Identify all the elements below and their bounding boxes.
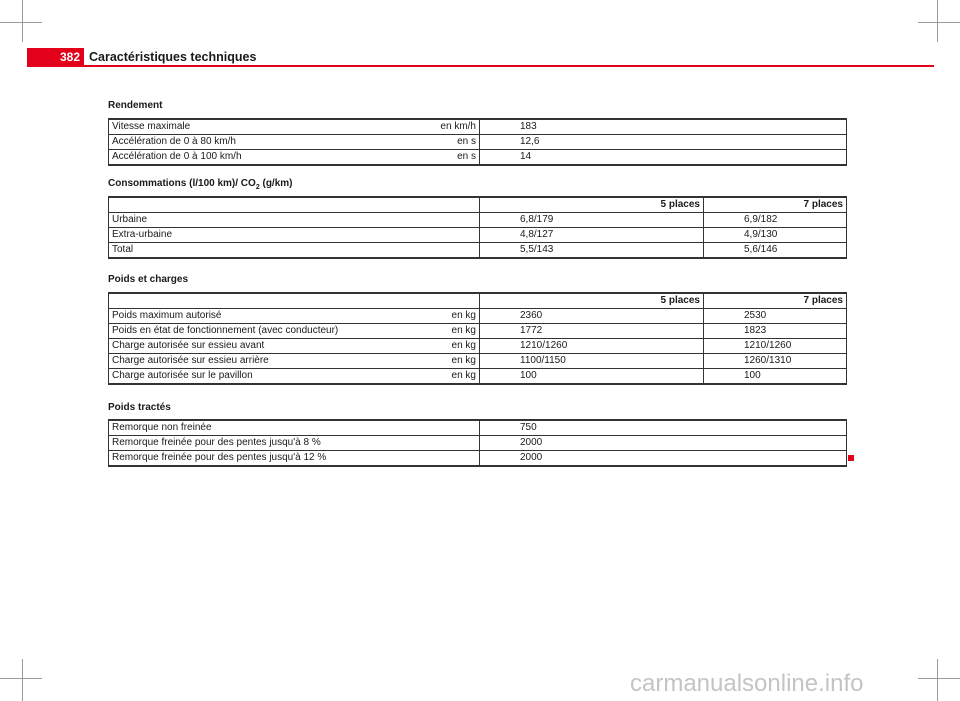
crop-mark bbox=[937, 659, 938, 701]
row-value: 12,6 bbox=[480, 135, 847, 150]
header-rule bbox=[84, 65, 934, 67]
row-label: Poids maximum autorisé bbox=[112, 310, 222, 321]
row-label: Total bbox=[109, 243, 480, 259]
row-value: 4,9/130 bbox=[704, 228, 847, 243]
row-value: 2000 bbox=[480, 436, 847, 451]
row-value: 183 bbox=[480, 119, 847, 135]
crop-mark bbox=[22, 0, 23, 42]
row-value: 2360 bbox=[480, 309, 704, 324]
page-number: 382 bbox=[27, 48, 84, 67]
row-unit: en s bbox=[457, 151, 476, 162]
row-unit: en km/h bbox=[440, 121, 476, 132]
table-poids bbox=[108, 292, 847, 385]
row-value: 4,8/127 bbox=[480, 228, 704, 243]
row-label: Urbaine bbox=[109, 213, 480, 228]
watermark: carmanualsonline.info bbox=[630, 670, 864, 697]
row-unit: en kg bbox=[451, 340, 476, 351]
row-value: 750 bbox=[480, 420, 847, 436]
table-header-row bbox=[109, 197, 847, 213]
row-value: 1772 bbox=[480, 324, 704, 339]
table-row bbox=[109, 243, 847, 259]
row-value: 5,6/146 bbox=[704, 243, 847, 259]
section-title-poids: Poids et charges bbox=[108, 274, 189, 285]
table-row bbox=[109, 339, 847, 354]
row-label: Remorque freinée pour des pentes jusqu'à 8 % bbox=[109, 436, 480, 451]
table-row bbox=[109, 228, 847, 243]
column-header: 5 places bbox=[480, 197, 704, 213]
row-label: Poids en état de fonctionnement (avec conducteur) bbox=[112, 325, 339, 336]
crop-mark bbox=[0, 678, 42, 679]
table-row bbox=[109, 369, 847, 385]
row-label: Accélération de 0 à 100 km/h bbox=[112, 151, 242, 162]
row-value: 6,9/182 bbox=[704, 213, 847, 228]
crop-mark bbox=[0, 22, 42, 23]
row-unit: en kg bbox=[451, 370, 476, 381]
row-value: 1100/1150 bbox=[480, 354, 704, 369]
row-label: Charge autorisée sur essieu arrière bbox=[112, 355, 269, 366]
crop-mark bbox=[937, 0, 938, 42]
page-title: Caractéristiques techniques bbox=[89, 50, 257, 64]
row-value: 1210/1260 bbox=[704, 339, 847, 354]
table-header-row bbox=[109, 293, 847, 309]
table-consommations bbox=[108, 196, 847, 259]
row-value: 100 bbox=[704, 369, 847, 385]
row-label: Remorque freinée pour des pentes jusqu'à 12 % bbox=[109, 451, 480, 467]
table-row bbox=[109, 451, 847, 467]
table-row bbox=[109, 119, 847, 135]
row-value: 2000 bbox=[480, 451, 847, 467]
end-of-section-mark bbox=[848, 455, 854, 461]
table-rendement bbox=[108, 118, 847, 166]
row-label: Accélération de 0 à 80 km/h bbox=[112, 136, 236, 147]
row-value: 5,5/143 bbox=[480, 243, 704, 259]
row-unit: en kg bbox=[451, 325, 476, 336]
row-unit: en kg bbox=[451, 310, 476, 321]
row-value: 2530 bbox=[704, 309, 847, 324]
row-value: 100 bbox=[480, 369, 704, 385]
table-row bbox=[109, 436, 847, 451]
column-header: 7 places bbox=[704, 293, 847, 309]
table-row bbox=[109, 213, 847, 228]
table-row bbox=[109, 135, 847, 150]
table-row bbox=[109, 150, 847, 166]
row-label: Vitesse maximale bbox=[112, 121, 191, 132]
row-value: 1823 bbox=[704, 324, 847, 339]
crop-mark bbox=[918, 22, 960, 23]
table-row bbox=[109, 354, 847, 369]
section-title-consommations: Consommations (l/100 km)/ $CO_2$ (g/km) bbox=[108, 178, 293, 191]
row-unit: en s bbox=[457, 136, 476, 147]
table-row bbox=[109, 420, 847, 436]
table-row bbox=[109, 309, 847, 324]
column-header: 7 places bbox=[704, 197, 847, 213]
table-tractes bbox=[108, 419, 847, 467]
section-title-tractes: Poids tractés bbox=[108, 402, 171, 413]
row-label: Extra-urbaine bbox=[109, 228, 480, 243]
column-header: 5 places bbox=[480, 293, 704, 309]
crop-mark bbox=[22, 659, 23, 701]
row-label: Charge autorisée sur essieu avant bbox=[112, 340, 265, 351]
row-value: 14 bbox=[480, 150, 847, 166]
row-unit: en kg bbox=[451, 355, 476, 366]
row-label: Charge autorisée sur le pavillon bbox=[112, 370, 253, 381]
row-value: 6,8/179 bbox=[480, 213, 704, 228]
row-label: Remorque non freinée bbox=[109, 420, 480, 436]
row-value: 1210/1260 bbox=[480, 339, 704, 354]
crop-mark bbox=[918, 678, 960, 679]
row-value: 1260/1310 bbox=[704, 354, 847, 369]
section-title-rendement: Rendement bbox=[108, 100, 163, 111]
table-row bbox=[109, 324, 847, 339]
